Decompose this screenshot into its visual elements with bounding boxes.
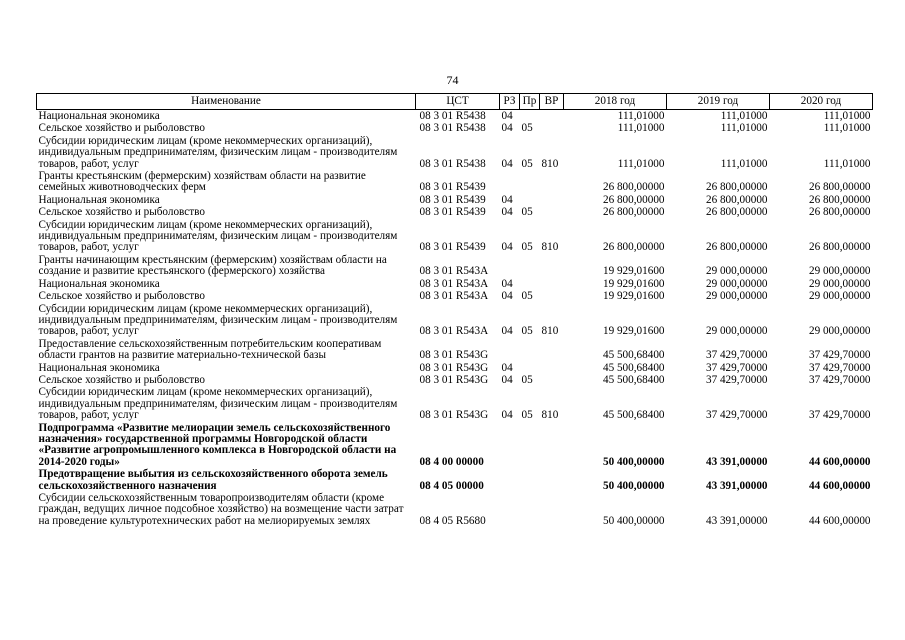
row-rz: 04 <box>501 325 513 338</box>
row-2020: 111,01000 <box>823 122 871 135</box>
row-rz: 04 <box>501 277 513 290</box>
row-2019: 26 800,00000 <box>705 241 768 254</box>
row-2019: 111,01000 <box>720 110 768 122</box>
row-pr <box>520 194 540 206</box>
row-pr <box>520 338 540 362</box>
row-vr <box>540 110 564 123</box>
row-2020: 44 600,00000 <box>808 479 871 492</box>
row-2018: 111,01000 <box>617 157 665 170</box>
row-rz <box>500 468 520 492</box>
row-name: Подпрограмма «Развитие мелиорации земель сельскохозяйственного назначения» государственной программы Новгородской области «Развитие агропромышленного комплекса в Новгородской области на 2014-2020 годы» <box>38 421 397 468</box>
header-vr: ВР <box>540 94 564 110</box>
table-row <box>37 362 873 374</box>
header-pr: Пр <box>520 94 540 110</box>
row-vr <box>540 422 564 469</box>
row-cst: 08 3 01 R5438 <box>419 157 486 170</box>
row-2019: 29 000,00000 <box>705 265 768 278</box>
table-row <box>37 422 873 469</box>
row-vr <box>540 206 564 218</box>
row-cst: 08 3 01 R5439 <box>419 181 486 194</box>
row-cst: 08 3 01 R543G <box>419 373 489 386</box>
row-name: Национальная экономика <box>38 193 160 206</box>
header-name: Наименование <box>37 94 416 110</box>
row-2019: 26 800,00000 <box>705 181 768 194</box>
row-pr <box>520 170 540 194</box>
table-row <box>37 468 873 492</box>
row-pr <box>520 278 540 290</box>
row-2020: 37 429,70000 <box>808 373 871 386</box>
row-vr: 810 <box>541 409 559 422</box>
row-name: Гранты крестьянским (фермерским) хозяйствам области на развитие семейных животноводческих ферм <box>38 170 366 194</box>
row-2018: 26 800,00000 <box>602 241 665 254</box>
row-name: Субсидии сельскохозяйственным товаропроизводителям области (кроме граждан, ведущих личное подсобное хозяйство) на возмещение части затрат на проведение культуротехнических работ на мелиорируемых землях <box>38 492 404 527</box>
row-name: Предоставление сельскохозяйственным потребительским кооперативам области грантов на развитие материально-технической базы <box>38 337 382 362</box>
row-pr <box>520 468 540 492</box>
row-vr <box>540 254 564 278</box>
row-name: Субсидии юридическим лицам (кроме некоммерческих организаций), индивидуальным предпринимателям, физическим лицам - производителям товаров, работ, услуг <box>38 386 398 422</box>
row-rz <box>500 492 520 527</box>
table-row <box>37 374 873 386</box>
row-2019: 43 391,00000 <box>705 479 768 492</box>
row-pr <box>520 422 540 469</box>
row-cst: 08 3 01 R543G <box>419 361 489 374</box>
row-2019: 29 000,00000 <box>705 277 768 290</box>
row-2018: 50 400,00000 <box>602 455 665 468</box>
budget-table <box>36 93 873 527</box>
header-2018: 2018 год <box>564 94 667 110</box>
row-rz: 04 <box>501 241 513 254</box>
row-pr: 05 <box>521 122 533 135</box>
row-rz: 04 <box>501 193 513 206</box>
table-row <box>37 135 873 170</box>
table-row <box>37 492 873 527</box>
row-2020: 44 600,00000 <box>808 514 871 527</box>
row-2020: 29 000,00000 <box>808 290 871 303</box>
row-2019: 43 391,00000 <box>705 455 768 468</box>
table-row <box>37 122 873 134</box>
row-2018: 26 800,00000 <box>602 181 665 194</box>
row-vr <box>540 194 564 206</box>
row-vr <box>540 290 564 302</box>
table-row <box>37 170 873 194</box>
row-2019: 37 429,70000 <box>705 361 768 374</box>
row-cst: 08 3 01 R543A <box>419 290 489 303</box>
row-rz: 04 <box>501 122 513 135</box>
row-pr <box>520 254 540 278</box>
row-2019: 29 000,00000 <box>705 290 768 303</box>
row-pr: 05 <box>521 325 533 338</box>
table-row <box>37 338 873 362</box>
row-2020: 26 800,00000 <box>808 181 871 194</box>
row-rz: 04 <box>501 373 513 386</box>
row-vr <box>540 338 564 362</box>
row-cst: 08 4 00 00000 <box>419 455 484 468</box>
row-name: Национальная экономика <box>38 110 160 122</box>
row-2020: 37 429,70000 <box>808 349 871 362</box>
row-pr <box>520 492 540 527</box>
row-2018: 111,01000 <box>617 122 665 135</box>
row-name: Национальная экономика <box>38 277 160 290</box>
row-vr: 810 <box>541 157 559 170</box>
header-2020: 2020 год <box>770 94 873 110</box>
row-2019: 37 429,70000 <box>705 409 768 422</box>
page-number: 74 <box>446 73 459 87</box>
row-vr <box>540 492 564 527</box>
row-pr <box>520 362 540 374</box>
row-rz: 04 <box>501 110 513 122</box>
table-row <box>37 206 873 218</box>
row-2020: 37 429,70000 <box>808 409 871 422</box>
row-2019: 29 000,00000 <box>705 325 768 338</box>
row-2019: 26 800,00000 <box>705 206 768 219</box>
row-rz: 04 <box>501 361 513 374</box>
row-name: Предотвращение выбытия из сельскохозяйственного оборота земель сельскохозяйственного назначения <box>38 468 388 492</box>
row-2019: 111,01000 <box>720 157 768 170</box>
row-name: Субсидии юридическим лицам (кроме некоммерческих организаций), индивидуальным предпринимателям, физическим лицам - производителям товаров, работ, услуг <box>38 302 398 338</box>
row-2019: 37 429,70000 <box>705 349 768 362</box>
row-name: Гранты начинающим крестьянским (фермерским) хозяйствам области на создание и развитие крестьянского (фермерского) хозяйства <box>38 253 387 278</box>
row-rz <box>500 254 520 278</box>
row-cst: 08 3 01 R543G <box>419 409 489 422</box>
row-pr <box>520 110 540 123</box>
row-cst: 08 3 01 R543A <box>419 277 489 290</box>
row-pr: 05 <box>521 241 533 254</box>
table-row <box>37 110 873 123</box>
row-rz: 04 <box>501 290 513 303</box>
row-2018: 45 500,68400 <box>602 373 665 386</box>
row-2020: 37 429,70000 <box>808 361 871 374</box>
row-rz <box>500 422 520 469</box>
row-name: Сельское хозяйство и рыболовство <box>38 206 205 219</box>
row-2018: 19 929,01600 <box>602 290 665 303</box>
row-2020: 29 000,00000 <box>808 277 871 290</box>
row-2020: 26 800,00000 <box>808 241 871 254</box>
row-2018: 19 929,01600 <box>602 277 665 290</box>
row-name: Сельское хозяйство и рыболовство <box>38 373 205 386</box>
table-body <box>37 110 873 528</box>
row-2018: 26 800,00000 <box>602 206 665 219</box>
table-row <box>37 303 873 338</box>
row-vr <box>540 122 564 134</box>
row-cst: 08 3 01 R543A <box>419 265 489 278</box>
row-vr <box>540 170 564 194</box>
row-2018: 50 400,00000 <box>602 514 665 527</box>
row-2018: 26 800,00000 <box>602 193 665 206</box>
row-rz: 04 <box>501 206 513 219</box>
row-2020: 26 800,00000 <box>808 206 871 219</box>
header-rz: РЗ <box>500 94 520 110</box>
row-2020: 29 000,00000 <box>808 265 871 278</box>
row-cst: 08 3 01 R543G <box>419 349 489 362</box>
row-2019: 43 391,00000 <box>705 514 768 527</box>
table-row <box>37 194 873 206</box>
row-2018: 45 500,68400 <box>602 349 665 362</box>
header-cst: ЦСТ <box>416 94 500 110</box>
row-cst: 08 4 05 00000 <box>419 479 484 492</box>
row-2019: 26 800,00000 <box>705 193 768 206</box>
row-vr <box>540 374 564 386</box>
row-cst: 08 3 01 R5439 <box>419 206 486 219</box>
table-row <box>37 219 873 254</box>
table-header-row <box>37 94 873 110</box>
row-2020: 26 800,00000 <box>808 193 871 206</box>
row-cst: 08 3 01 R543A <box>419 325 489 338</box>
row-name: Национальная экономика <box>38 361 160 374</box>
row-2018: 19 929,01600 <box>602 325 665 338</box>
table-row <box>37 290 873 302</box>
row-2020: 29 000,00000 <box>808 325 871 338</box>
table-row <box>37 278 873 290</box>
table-row <box>37 386 873 421</box>
row-rz <box>500 170 520 194</box>
row-name: Сельское хозяйство и рыболовство <box>38 122 205 135</box>
row-pr: 05 <box>521 157 533 170</box>
row-vr <box>540 362 564 374</box>
row-vr <box>540 278 564 290</box>
row-2019: 37 429,70000 <box>705 373 768 386</box>
row-2018: 45 500,68400 <box>602 361 665 374</box>
row-2019: 111,01000 <box>720 122 768 135</box>
row-2018: 45 500,68400 <box>602 409 665 422</box>
row-pr: 05 <box>521 409 533 422</box>
row-cst: 08 4 05 R5680 <box>419 514 486 527</box>
row-2018: 19 929,01600 <box>602 265 665 278</box>
row-pr: 05 <box>521 373 533 386</box>
row-2018: 50 400,00000 <box>602 479 665 492</box>
row-rz: 04 <box>501 157 513 170</box>
row-name: Сельское хозяйство и рыболовство <box>38 290 205 303</box>
row-cst: 08 3 01 R5439 <box>419 193 486 206</box>
row-rz: 04 <box>501 409 513 422</box>
row-rz <box>500 338 520 362</box>
row-pr: 05 <box>521 290 533 303</box>
row-name: Субсидии юридическим лицам (кроме некоммерческих организаций), индивидуальным предпринимателям, физическим лицам - производителям товаров, работ, услуг <box>38 134 398 170</box>
table-row <box>37 254 873 278</box>
row-cst: 08 3 01 R5438 <box>419 122 486 135</box>
row-pr: 05 <box>521 206 533 219</box>
row-vr: 810 <box>541 325 559 338</box>
row-2018: 111,01000 <box>617 110 665 122</box>
row-2020: 44 600,00000 <box>808 455 871 468</box>
row-name: Субсидии юридическим лицам (кроме некоммерческих организаций), индивидуальным предпринимателям, физическим лицам - производителям товаров, работ, услуг <box>38 218 398 254</box>
row-vr: 810 <box>541 241 559 254</box>
header-2019: 2019 год <box>667 94 770 110</box>
row-cst: 08 3 01 R5438 <box>419 110 486 122</box>
row-cst: 08 3 01 R5439 <box>419 241 486 254</box>
row-2020: 111,01000 <box>823 110 871 122</box>
row-2020: 111,01000 <box>823 157 871 170</box>
row-vr <box>540 468 564 492</box>
